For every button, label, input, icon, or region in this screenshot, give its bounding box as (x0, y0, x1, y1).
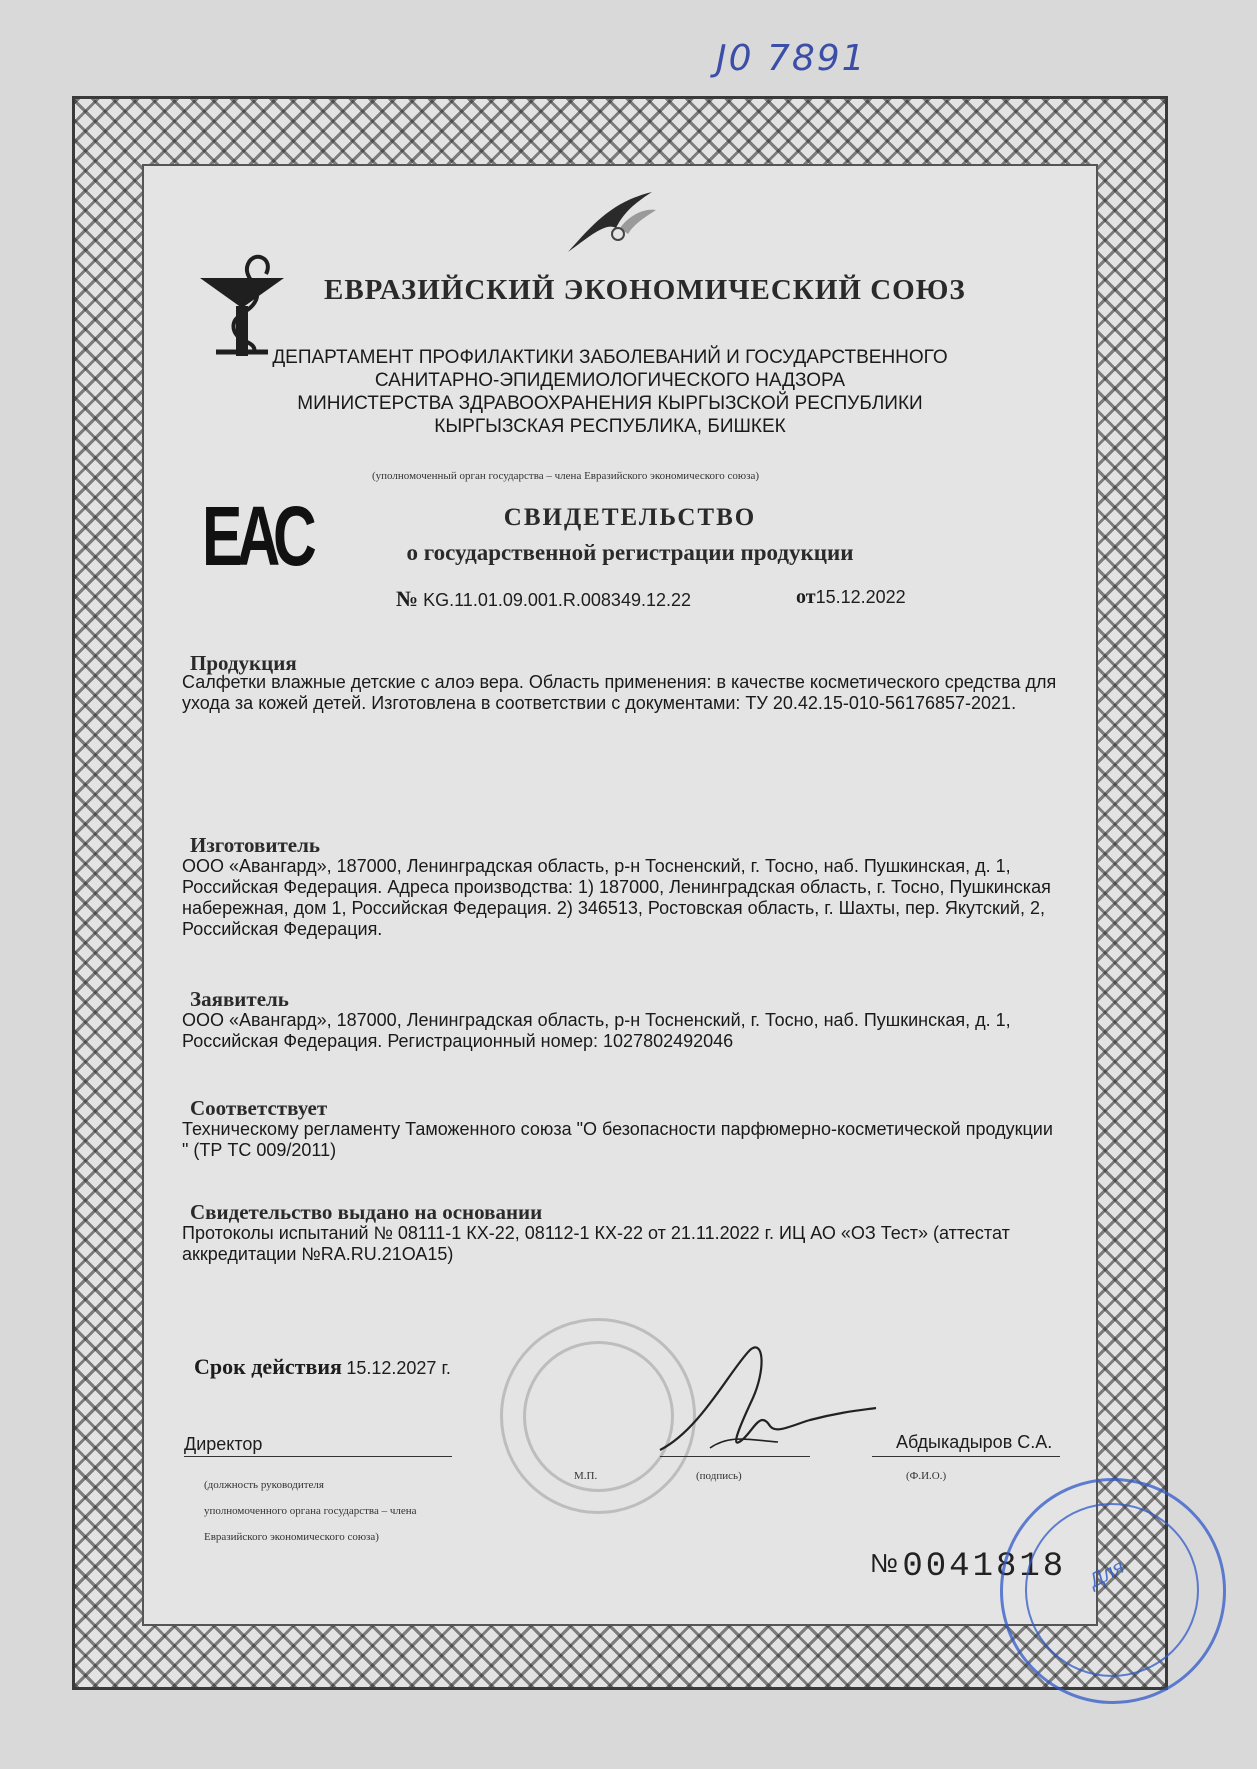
certificate-date-row (796, 586, 906, 609)
certificate-date: 15.12.2022 (815, 587, 906, 607)
department-line: САНИТАРНО-ЭПИДЕМИОЛОГИЧЕСКОГО НАДЗОРА (374, 370, 846, 391)
authority-note: (уполномоченный орган государства – члена Евразийского экономического союза) (372, 470, 760, 482)
caption-line: уполномоченного органа государства – члена (204, 1505, 417, 1517)
conforms-text: Техническому регламенту Таможенного союза "О безопасности парфюмерно-косметической продукции " (ТР ТС 009/2011) (182, 1119, 1053, 1160)
name-caption: (Ф.И.О.) (906, 1470, 947, 1482)
handwritten-number: J0 7891 (716, 38, 867, 79)
blue-stamp-inner-ring (1025, 1503, 1199, 1677)
validity-date: 15.12.2027 г. (346, 1358, 451, 1378)
applicant-title: Заявитель (190, 987, 289, 1011)
signature-caption: (подпись) (696, 1470, 742, 1482)
department-block (250, 346, 970, 438)
eaeu-bird-logo (560, 188, 660, 258)
conforms-title: Соответствует (190, 1096, 328, 1120)
product-title: Продукция (190, 651, 297, 675)
validity-row (194, 1354, 451, 1380)
number-label: № (396, 586, 419, 611)
signature-line (660, 1456, 810, 1457)
certificate-number-row (396, 586, 691, 612)
validity-label: Срок действия (194, 1354, 342, 1379)
union-name: ЕВРАЗИЙСКИЙ ЭКОНОМИЧЕСКИЙ СОЮЗ (324, 274, 966, 306)
name-line (872, 1456, 1060, 1457)
certificate-subtitle: о государственной регистрации продукции (406, 540, 854, 565)
basis-text: Протоколы испытаний № 08111-1 КХ-22, 08112-1 КХ-22 от 21.11.2022 г. ИЦ АО «ОЗ Тест» (аттестат аккредитации №RA.RU.21ОА15) (182, 1223, 1010, 1264)
department-line: ДЕПАРТАМЕНТ ПРОФИЛАКТИКИ ЗАБОЛЕВАНИЙ И ГОСУДАРСТВЕННОГО (272, 347, 948, 368)
manufacturer-text: ООО «Авангард», 187000, Ленинградская область, р-н Тосненский, г. Тосно, наб. Пушкинская, д. 1, Российская Федерация. Адреса производства: 1) 187000, Ленинградская область, г. Тосно, Пушкинская набережная, дом 1, Российская Федерация. 2) 346513, Ростовская область, г. Шахты, пер. Якутский, 2, Российская Федерация. (182, 856, 1051, 939)
serial-label: № (870, 1548, 898, 1578)
applicant-text: ООО «Авангард», 187000, Ленинградская область, р-н Тосненский, г. Тосно, наб. Пушкинская, д. 1, Российская Федерация. Регистрационный номер: 1027802492046 (182, 1010, 1011, 1051)
serial-number: 0041818 (902, 1548, 1067, 1586)
caption-line: (должность руководителя (204, 1479, 324, 1491)
director-signature (640, 1330, 880, 1480)
certificate-title: СВИДЕТЕЛЬСТВО (503, 504, 757, 531)
basis-title: Свидетельство выдано на основании (190, 1200, 543, 1224)
department-line: КЫРГЫЗСКАЯ РЕСПУБЛИКА, БИШКЕК (434, 416, 786, 437)
blue-stamp-text: Для (1085, 1555, 1128, 1593)
caption-line: Евразийского экономического союза) (204, 1531, 379, 1543)
signer-position: Директор (184, 1434, 263, 1454)
manufacturer-title: Изготовитель (190, 833, 320, 857)
product-text: Салфетки влажные детские с алоэ вера. Область применения: в качестве косметического средства для ухода за кожей детей. Изготовлена в соответствии с документами: ТУ 20.42.15-010-56176857-2021. (182, 672, 1057, 713)
position-caption (204, 1472, 417, 1550)
signer-name: Абдыкадыров С.А. (896, 1432, 1053, 1452)
date-label: от (796, 586, 816, 608)
position-line (184, 1456, 452, 1457)
blue-copy-stamp (1000, 1478, 1226, 1704)
certificate-number: KG.11.01.09.001.R.008349.12.22 (423, 590, 692, 610)
department-line: МИНИСТЕРСТВА ЗДРАВООХРАНЕНИЯ КЫРГЫЗСКОЙ РЕСПУБЛИКИ (297, 393, 923, 414)
seal-caption: М.П. (574, 1470, 598, 1482)
eac-mark: ЕАС (202, 489, 311, 583)
